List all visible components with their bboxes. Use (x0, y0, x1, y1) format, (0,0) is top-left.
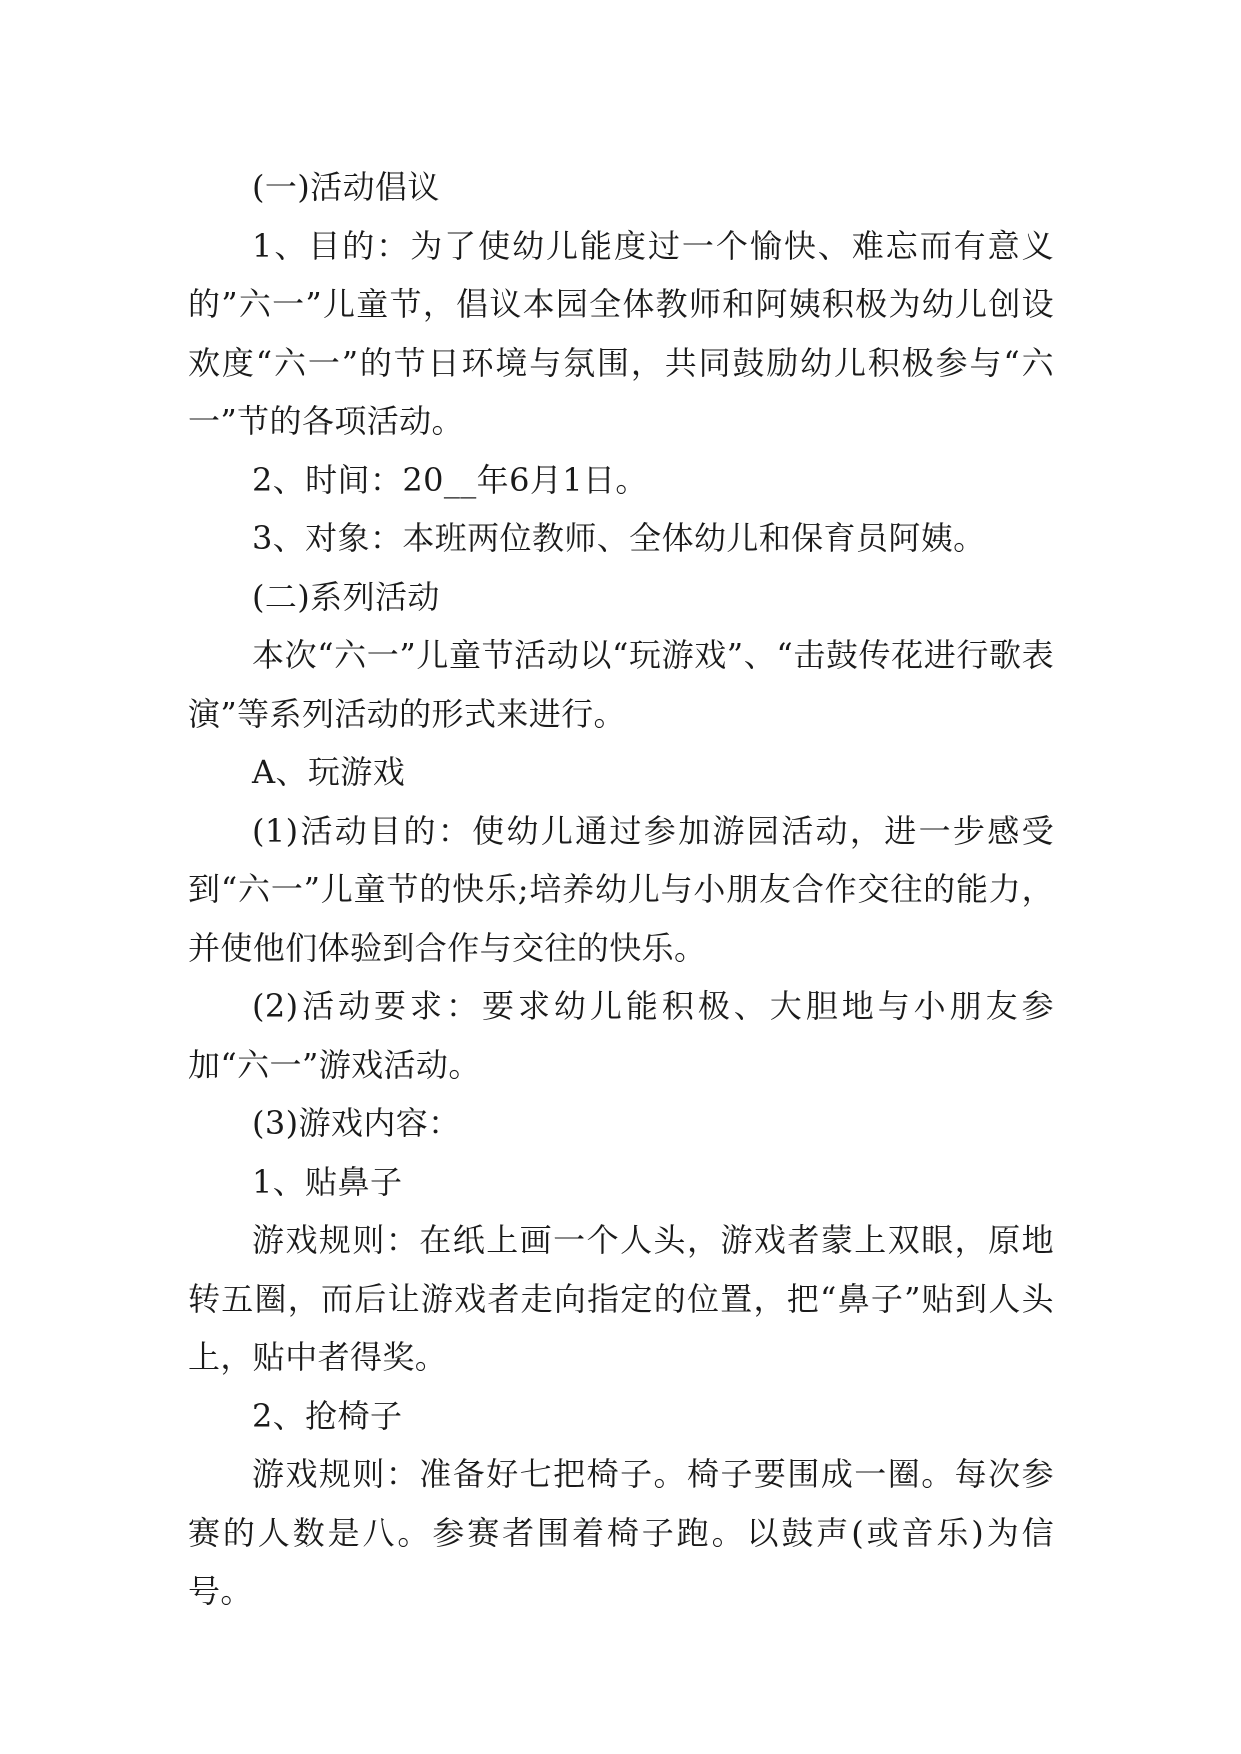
paragraph-stick-nose-rules: 游戏规则：在纸上画一个人头，游戏者蒙上双眼，原地转五圈，而后让游戏者走向指定的位置，把“鼻子”贴到人头上，贴中者得奖。 (188, 1221, 1054, 1376)
heading-musical-chairs: 2、抢椅子 (252, 1396, 403, 1435)
heading-stick-nose: 1、贴鼻子 (252, 1162, 403, 1201)
paragraph-activity-goal: (1)活动目的：使幼儿通过参加游园活动，进一步感受到“六一”儿童节的快乐;培养幼儿与小朋友合作交往的能力，并使他们体验到合作与交往的快乐。 (188, 811, 1054, 967)
paragraph-time: 2、时间：20__年6月1日。 (252, 460, 648, 499)
paragraph-activity-requirements: (2)活动要求：要求幼儿能积极、大胆地与小朋友参加“六一”游戏活动。 (188, 987, 1054, 1084)
paragraph-musical-chairs-rules: 游戏规则：准备好七把椅子。椅子要围成一圈。每次参赛的人数是八。参赛者围着椅子跑。以鼓声(或音乐)为信号。 (188, 1455, 1054, 1610)
heading-play-games: A、玩游戏 (252, 753, 406, 791)
paragraph-game-content: (3)游戏内容： (252, 1104, 461, 1142)
paragraph-series-intro: 本次“六一”儿童节活动以“玩游戏”、“击鼓传花进行歌表演”等系列活动的形式来进行。 (188, 636, 1054, 733)
heading-activity-proposal: (一)活动倡议 (252, 168, 440, 206)
paragraph-participants: 3、对象：本班两位教师、全体幼儿和保育员阿姨。 (252, 519, 986, 557)
paragraph-purpose: 1、目的：为了使幼儿能度过一个愉快、难忘而有意义的”六一”儿童节，倡议本园全体教师和阿姨积极为幼儿创设欢度“六一”的节日环境与氛围，共同鼓励幼儿积极参与“六一”节的各项活动。 (188, 226, 1054, 440)
heading-series-activities: (二)系列活动 (252, 577, 440, 616)
document-body (188, 158, 1054, 1621)
